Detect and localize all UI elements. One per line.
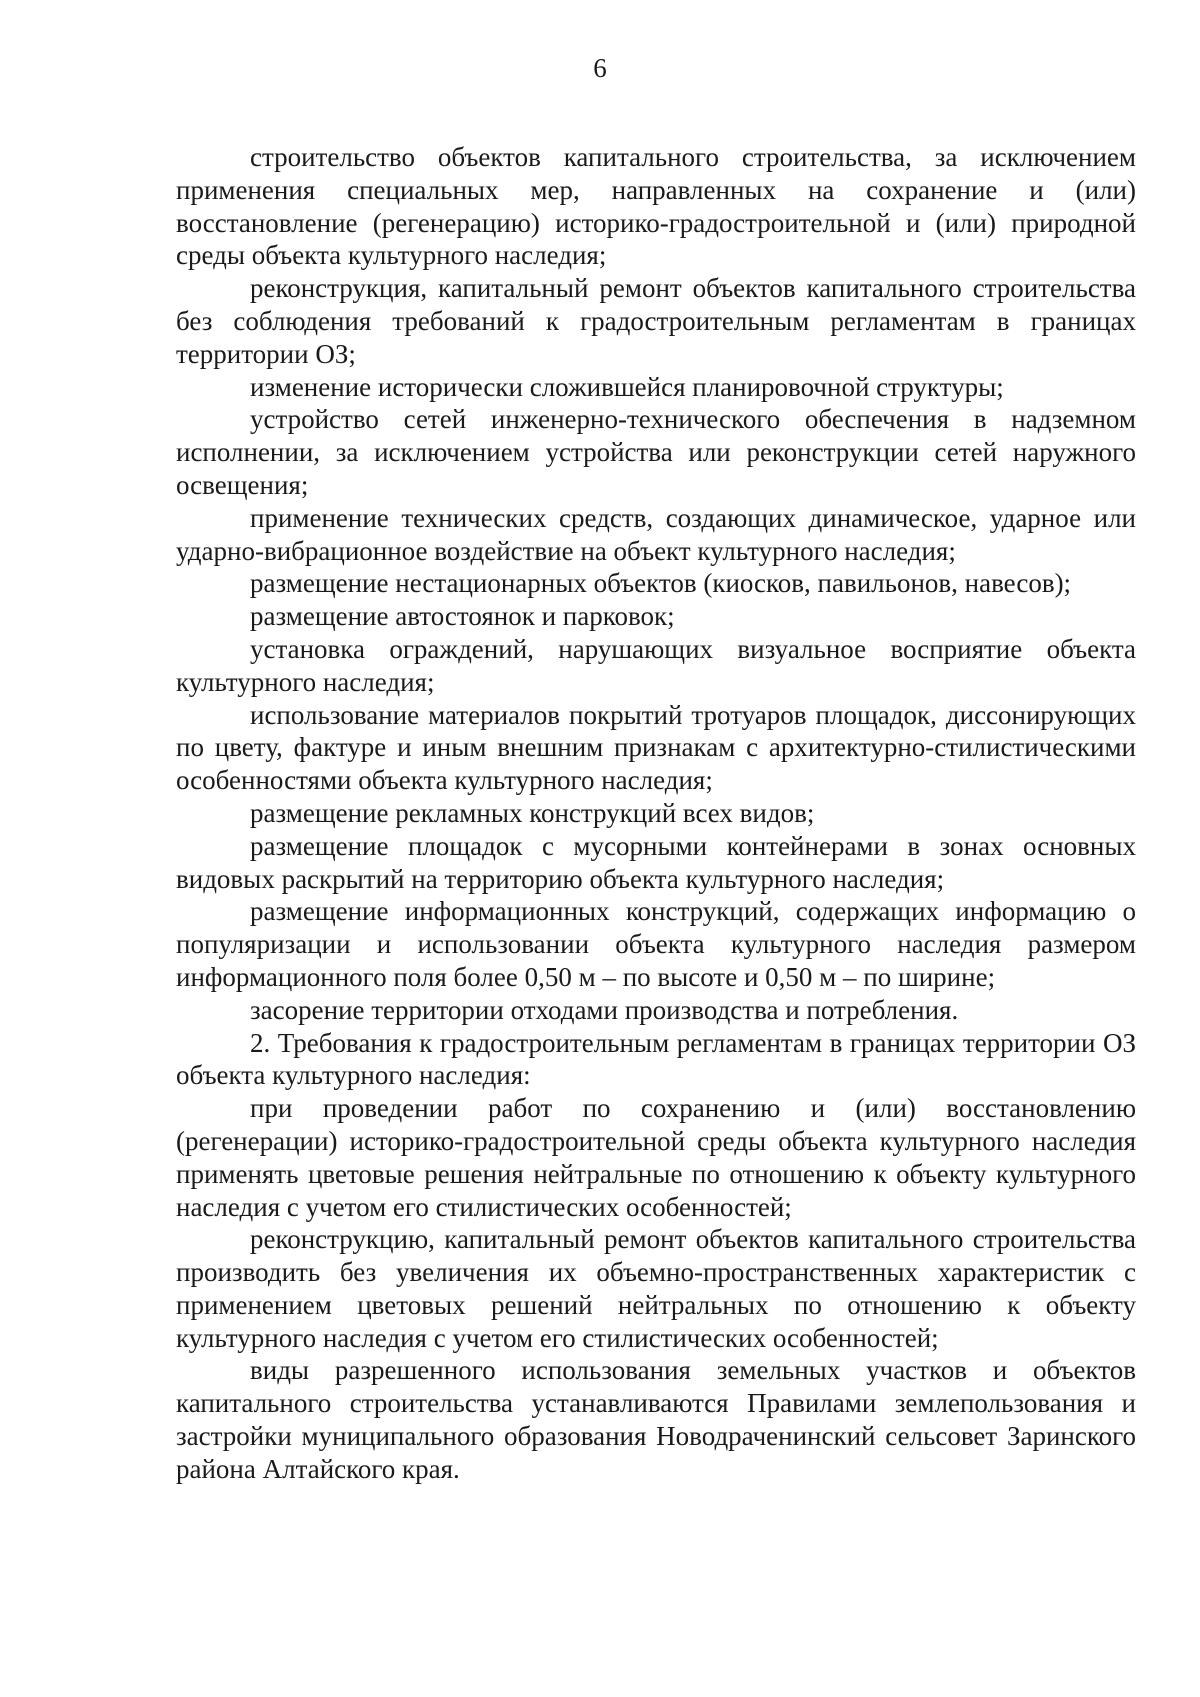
page-number: 6 bbox=[593, 53, 607, 83]
paragraph-requirement-reconstruction: реконструкцию, капитальный ремонт объектов капитального строительства производить без увеличения их объемно-пространственных характеристик с применением цветовых решений нейтральных по отношению к объекту культурного наследия с учетом его стилистических особенностей; bbox=[176, 1224, 1136, 1353]
paragraph-restriction-info-structures: размещение информационных конструкций, содержащих информацию о популяризации и использовании объекта культурного наследия размером информационного поля более 0,50 м – по высоте и 0,50 м – по ширине; bbox=[176, 896, 1136, 992]
paragraph-section-2-heading: 2. Требования к градостроительным регламентам в границах территории ОЗ объекта культурного наследия: bbox=[176, 1027, 1136, 1091]
paragraph-restriction-littering: засорение территории отходами производства и потребления. bbox=[250, 994, 959, 1025]
paragraph-restriction-overhead-networks: устройство сетей инженерно-технического обеспечения в надземном исполнении, за исключением устройства или реконструкции сетей наружного освещения; bbox=[176, 404, 1136, 500]
paragraph-restriction-kiosks: размещение нестационарных объектов (киосков, павильонов, навесов); bbox=[250, 568, 1072, 599]
paragraph-restriction-parking: размещение автостоянок и парковок; bbox=[250, 601, 675, 632]
paragraph-restriction-reconstruction: реконструкция, капитальный ремонт объектов капитального строительства без соблюдения требований к градостроительным регламентам в границах территории ОЗ; bbox=[176, 273, 1136, 369]
paragraph-restriction-fences: установка ограждений, нарушающих визуальное восприятие объекта культурного наследия; bbox=[176, 633, 1136, 697]
paragraph-restriction-vibration: применение технических средств, создающих динамическое, ударное или ударно-вибрационное воздействие на объект культурного наследия; bbox=[176, 502, 1136, 566]
document-body bbox=[176, 141, 1136, 1486]
paragraph-requirement-permitted-use: виды разрешенного использования земельных участков и объектов капитального строительства устанавливаются Правилами землепользования и застройки муниципального образования Новодраченинский сельсовет Заринского района Алтайского края. bbox=[176, 1355, 1136, 1484]
paragraph-restriction-waste-containers: размещение площадок с мусорными контейнерами в зонах основных видовых раскрытий на территорию объекта культурного наследия; bbox=[176, 830, 1136, 894]
paragraph-restriction-paving-materials: использование материалов покрытий тротуаров площадок, диссонирующих по цвету, фактуре и иным внешним признакам с архитектурно-стилистическими особенностями объекта культурного наследия; bbox=[176, 699, 1136, 796]
paragraph-requirement-color-solutions: при проведении работ по сохранению и (или) восстановлению (регенерации) историко-градостроительной среды объекта культурного наследия применять цветовые решения нейтральные по отношению к объекту культурного наследия с учетом его стилистических особенностей; bbox=[176, 1093, 1136, 1222]
paragraph-restriction-advertising: размещение рекламных конструкций всех видов; bbox=[250, 797, 815, 828]
paragraph-restriction-planning-structure: изменение исторически сложившейся планировочной структуры; bbox=[250, 371, 1004, 402]
paragraph-restriction-construction: строительство объектов капитального строительства, за исключением применения специальных мер, направленных на сохранение и (или) восстановление (регенерацию) историко-градостроительной и (или) природной среды объекта культурного наследия; bbox=[176, 142, 1136, 271]
